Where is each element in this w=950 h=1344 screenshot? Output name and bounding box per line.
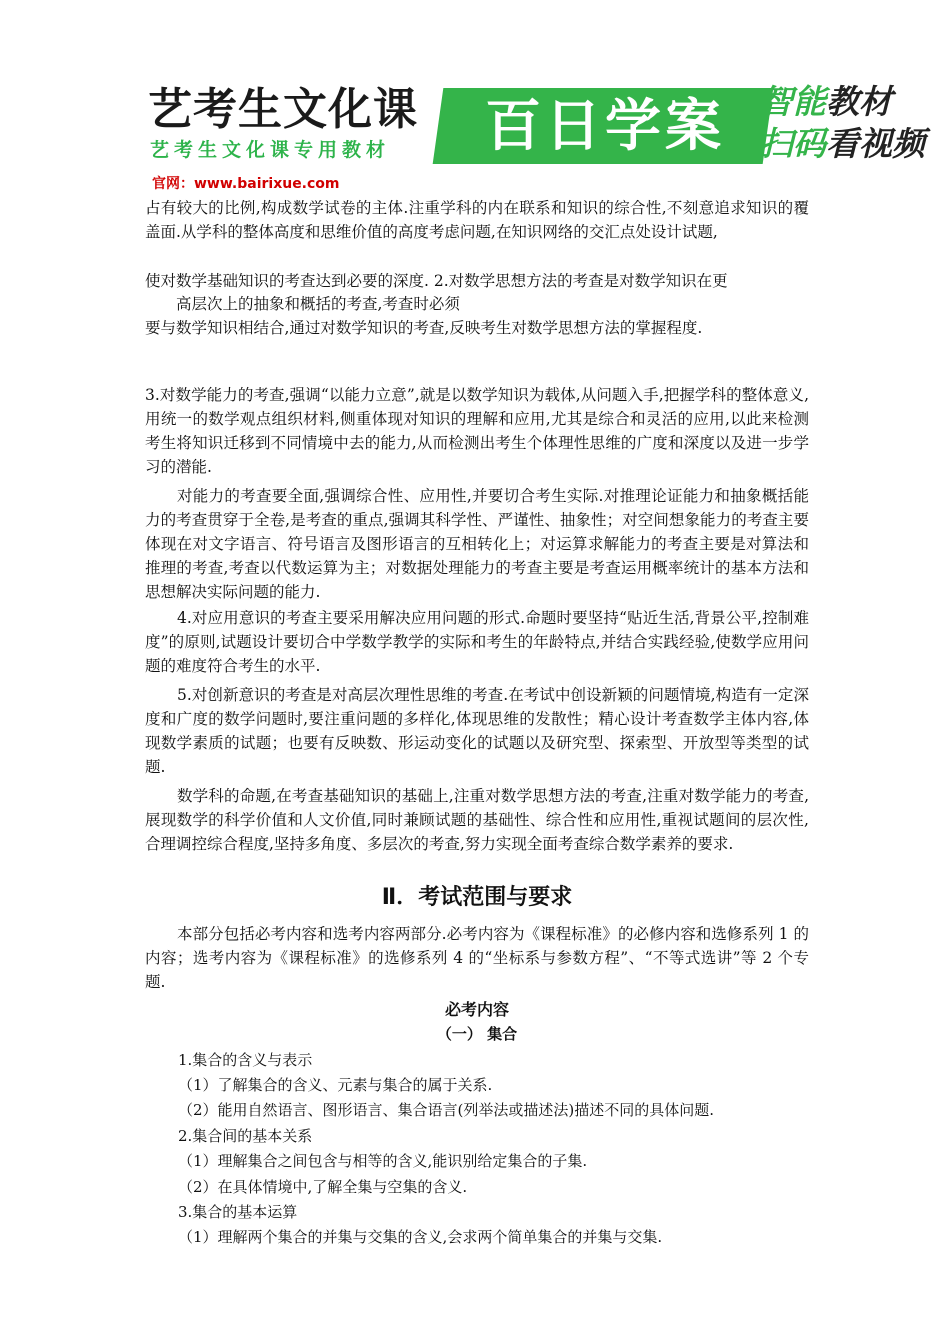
paragraph-2: 使对数学基础知识的考查达到必要的深度. 2.对数学思想方法的考查是对数学知识在更: [145, 272, 728, 290]
brand-main-title: 艺考生文化课: [148, 84, 418, 135]
paragraph-summary: 数学科的命题,在考查基础知识的基础上,注重对数学思想方法的考查,注重对数学能力的考查,展现数学的科学价值和人文价值,同时兼顾试题的基础性、综合性和应用性,重视试题间的层次性,合理调控综合程度,坚持多角度、多层次的考查,努力实现全面考查综合数学素养的要求.: [145, 787, 809, 853]
brand-logo: [148, 84, 438, 164]
paragraph-ability: 3.对数学能力的考查,强调“以能力立意”,就是以数学知识为载体,从问题入手,把握学科的整体意义,用统一的数学观点组织材料,侧重体现对知识的理解和应用,尤其是综合和灵活的应用,以此来检测考生将知识迁移到不同情境中去的能力,从而检测出考生个体理性思维的广度和深度以及进一步学习的潜能.: [145, 386, 809, 476]
slogan-scan-video: 扫码看视频: [760, 124, 925, 163]
paragraph-3: 高层次上的抽象和概括的考查,考查时必须: [176, 295, 460, 313]
slogan-smart-textbook: 智能教材: [760, 82, 892, 121]
subsection-title: （一） 集合: [436, 1025, 518, 1043]
list-item: 3.集合的基本运算: [178, 1203, 298, 1221]
list-item: （2）在具体情境中,了解全集与空集的含义.: [178, 1178, 468, 1196]
paragraph-intro: 占有较大的比例,构成数学试卷的主体.注重学科的内在联系和知识的综合性,不刻意追求知识的覆盖面.从学科的整体高度和思维价值的高度考虑问题,在知识网络的交汇点处设计试题,: [145, 199, 809, 241]
section-title: Ⅱ．考试范围与要求: [381, 885, 573, 910]
required-content-title: 必考内容: [444, 1000, 509, 1019]
paragraph-application: 4.对应用意识的考查主要采用解决应用问题的形式.命题时要坚持“贴近生活,背景公平,控制难度”的原则,试题设计要切合中学数学教学的实际和考生的年龄特点,并结合实践经验,使数学应用问题的难度符合考生的水平.: [145, 609, 809, 675]
brand-subtitle: 艺考生文化课专用教材: [150, 139, 391, 161]
paragraph-scope: 本部分包括必考内容和选考内容两部分.必考内容为《课程标准》的必修内容和选修系列 1 的内容；选考内容为《课程标准》的选修系列 4 的“坐标系与参数方程”、“不等式选讲”等 2 个专题.: [145, 925, 809, 991]
list-item: （1）理解集合之间包含与相等的含义,能识别给定集合的子集.: [178, 1152, 588, 1170]
list-item: （1）理解两个集合的并集与交集的含义,会求两个简单集合的并集与交集.: [178, 1228, 663, 1246]
list-item: （1）了解集合的含义、元素与集合的属于关系.: [178, 1076, 493, 1094]
list-item: （2）能用自然语言、图形语言、集合语言(列举法或描述法)描述不同的具体问题.: [178, 1101, 715, 1119]
paragraph-4: 要与数学知识相结合,通过对数学知识的考查,反映考生对数学思想方法的掌握程度.: [145, 319, 703, 337]
list-item: 1.集合的含义与表示: [178, 1051, 313, 1069]
paragraph-innovation: 5.对创新意识的考查是对高层次理性思维的考查.在考试中创设新颖的问题情境,构造有一定深度和广度的数学问题时,要注重问题的多样化,体现思维的发散性；精心设计考查数学主体内容,体现数学素质的试题；也要有反映数、形运动变化的试题以及研究型、探索型、开放型等类型的试题.: [145, 686, 809, 776]
official-website-link[interactable]: 官网：www.bairixue.com: [152, 176, 340, 192]
green-title: 百日学案: [485, 94, 725, 159]
list-item: 2.集合间的基本关系: [178, 1127, 313, 1145]
header-banner: [140, 78, 940, 170]
paragraph-ability-detail: 对能力的考查要全面,强调综合性、应用性,并要切合考生实际.对推理论证能力和抽象概括能力的考查贯穿于全卷,是考查的重点,强调其科学性、严谨性、抽象性；对空间想象能力的考查主要体现在对文字语言、符号语言及图形语言的互相转化上；对运算求解能力的考查主要是对算法和推理的考查,考查以代数运算为主；对数据处理能力的考查主要是考查运用概率统计的基本方法和思想解决实际问题的能力.: [145, 487, 809, 601]
